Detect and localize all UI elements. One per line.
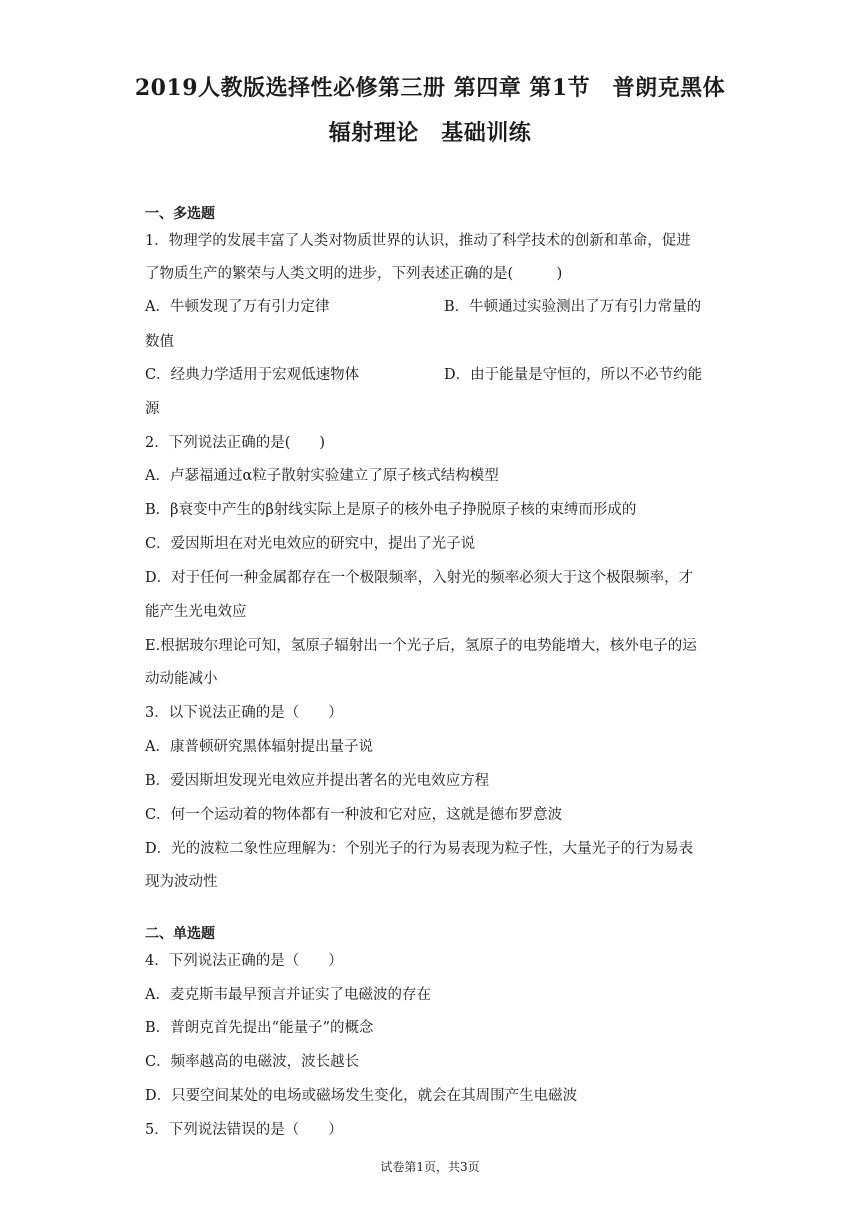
q2-stem: 2．下列说法正确的是( ) bbox=[145, 435, 326, 451]
q2-option-a: A．卢瑟福通过α粒子散射实验建立了原子核式结构模型 bbox=[145, 468, 499, 484]
q2-option-d: D．对于任何一种金属都存在一个极限频率，入射光的频率必须大于这个极限频率，才 bbox=[145, 570, 694, 586]
q2-option-b: B．β衰变中产生的β射线实际上是原子的核外电子挣脱原子核的束缚而形成的 bbox=[145, 502, 637, 518]
q1-option-c: C．经典力学适用于宏观低速物体 bbox=[145, 367, 360, 383]
q1-option-b-cont: 数值 bbox=[145, 334, 174, 350]
q3-stem: 3．以下说法正确的是（ ） bbox=[145, 705, 343, 721]
section-heading-multiple-choice: 一、多选题 bbox=[145, 206, 215, 222]
q4-option-c: C．频率越高的电磁波，波长越长 bbox=[145, 1054, 360, 1070]
q4-option-d: D．只要空间某处的电场或磁场发生变化，就会在其周围产生电磁波 bbox=[145, 1088, 578, 1104]
q3-option-a: A．康普顿研究黑体辐射提出量子说 bbox=[145, 739, 373, 755]
document-title-line-1: 2019人教版选择性必修第三册 第四章 第1节 普朗克黑体 bbox=[134, 75, 726, 101]
q2-option-e: E.根据玻尔理论可知，氢原子辐射出一个光子后，氢原子的电势能增大，核外电子的运 bbox=[145, 638, 697, 654]
q3-option-b: B．爱因斯坦发现光电效应并提出著名的光电效应方程 bbox=[145, 773, 490, 789]
q2-option-d-cont: 能产生光电效应 bbox=[145, 604, 247, 620]
document-title-line-2: 辐射理论 基础训练 bbox=[328, 120, 532, 146]
q1-option-d-cont: 源 bbox=[145, 401, 160, 417]
q2-option-c: C．爱因斯坦在对光电效应的研究中，提出了光子说 bbox=[145, 536, 476, 552]
q4-stem: 4．下列说法正确的是（ ） bbox=[145, 953, 343, 969]
q1-stem: 1．物理学的发展丰富了人类对物质世界的认识，推动了科学技术的创新和革命，促进 bbox=[145, 233, 691, 249]
q1-stem-cont: 了物质生产的繁荣与人类文明的进步，下列表述正确的是( ) bbox=[145, 266, 563, 282]
q3-option-c: C．何一个运动着的物体都有一种波和它对应，这就是德布罗意波 bbox=[145, 807, 563, 823]
q3-option-d-cont: 现为波动性 bbox=[145, 874, 218, 890]
q1-option-b: B．牛顿通过实验测出了万有引力常量的 bbox=[444, 299, 702, 315]
page-footer: 试卷第1页，共3页 bbox=[380, 1160, 480, 1174]
q2-option-e-cont: 动动能减小 bbox=[145, 671, 218, 687]
q1-option-d: D．由于能量是守恒的，所以不必节约能 bbox=[444, 367, 703, 383]
section-heading-single-choice: 二、单选题 bbox=[145, 926, 215, 942]
q5-stem: 5．下列说法错误的是（ ） bbox=[145, 1122, 343, 1138]
q4-option-a: A．麦克斯韦最早预言并证实了电磁波的存在 bbox=[145, 987, 431, 1003]
q1-option-a: A．牛顿发现了万有引力定律 bbox=[145, 299, 330, 315]
q4-option-b: B．普朗克首先提出“能量子”的概念 bbox=[145, 1020, 374, 1036]
q3-option-d: D．光的波粒二象性应理解为：个别光子的行为易表现为粒子性，大量光子的行为易表 bbox=[145, 841, 694, 857]
